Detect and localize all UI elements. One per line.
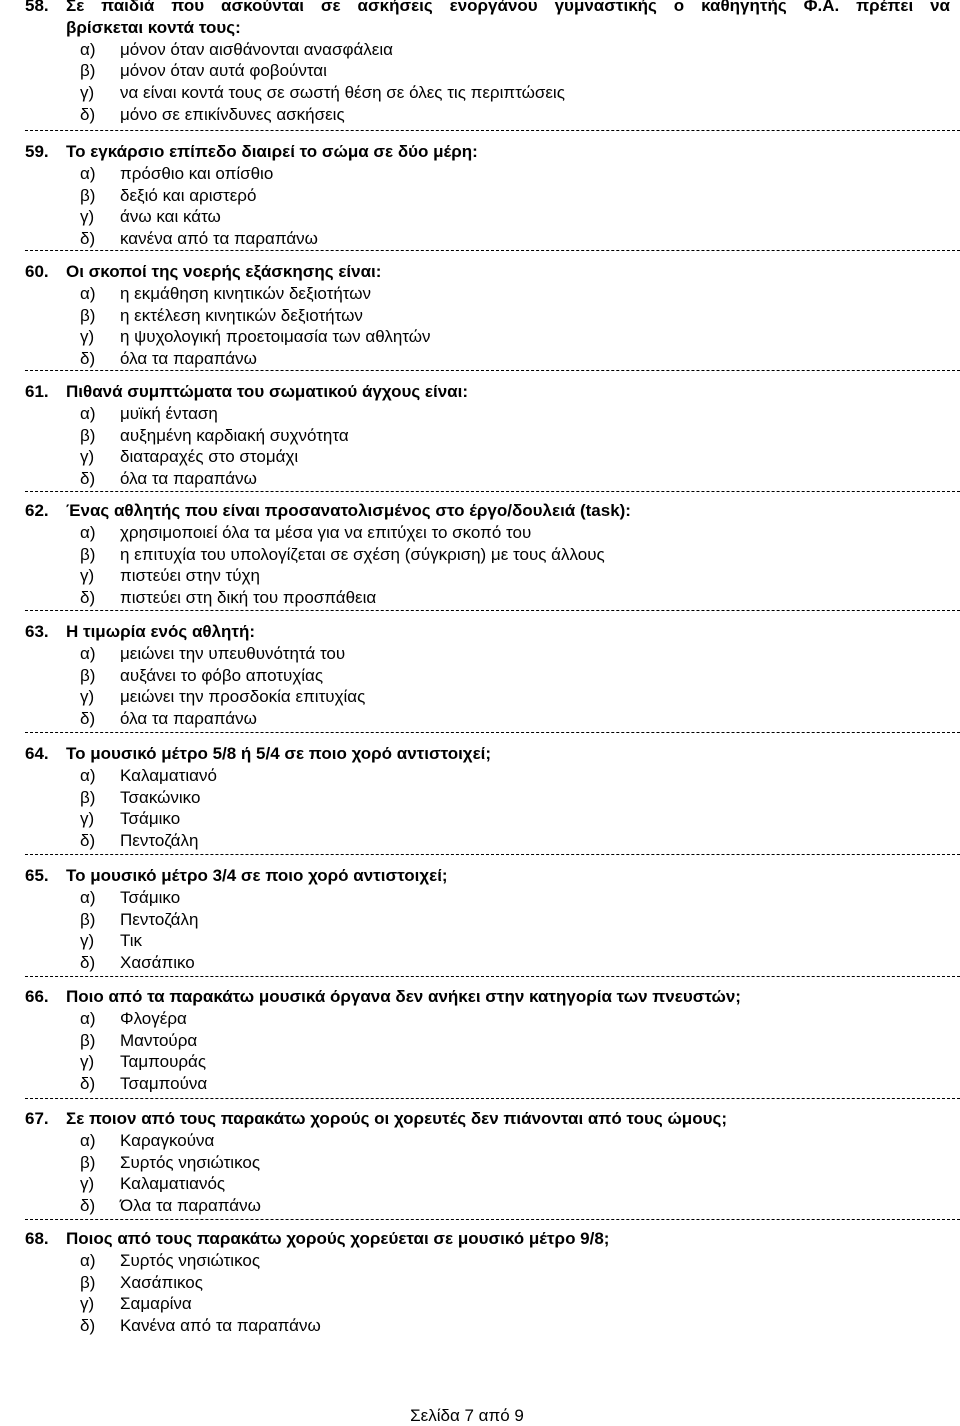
option-text: Καλαματιανό	[120, 765, 217, 785]
option-text: Καραγκούνα	[120, 1130, 215, 1150]
option-text: χρησιμοποιεί όλα τα μέσα για να επιτύχει το σκοπό του	[120, 522, 532, 542]
option-text: η εκτέλεση κινητικών δεξιοτήτων	[120, 305, 363, 325]
option-text: μειώνει την υπευθυνότητά του	[120, 643, 346, 663]
option-text: μόνον όταν αισθάνονται ανασφάλεια	[120, 39, 393, 59]
page-footer	[0, 1406, 934, 1426]
dashed-divider	[25, 732, 960, 733]
question-number: 58.	[25, 0, 49, 15]
question-number: 68.	[25, 1229, 49, 1248]
question-text: Ένας αθλητής που είναι προσανατολισμένος στο έργο/δουλειά (task):	[66, 501, 631, 520]
question-59	[0, 141, 960, 250]
option-d	[0, 348, 960, 370]
option-letter: δ)	[80, 469, 96, 489]
option-text: Τσακώνικο	[120, 787, 201, 807]
option-text: η ψυχολογική προετοιμασία των αθλητών	[120, 327, 431, 347]
option-letter: α)	[80, 283, 96, 303]
option-letter: γ)	[80, 566, 95, 586]
question-number: 66.	[25, 987, 49, 1006]
option-d	[0, 708, 960, 730]
option-b	[0, 60, 960, 82]
question-60	[0, 261, 960, 370]
option-a	[0, 1250, 960, 1272]
option-text: Συρτός νησιώτικος	[120, 1152, 261, 1172]
question-65	[0, 865, 960, 974]
option-b	[0, 909, 960, 931]
option-b	[0, 305, 960, 327]
option-b	[0, 665, 960, 687]
question-number: 65.	[25, 866, 49, 885]
option-letter: α)	[80, 1008, 96, 1028]
question-number: 61.	[25, 382, 49, 401]
question-text: Σε παιδιά που ασκούνται σε ασκήσεις ενοργάνου γυμναστικής ο καθηγητής Φ.Α. πρέπει να	[66, 0, 950, 15]
option-a	[0, 765, 960, 787]
option-text: κανένα από τα παραπάνω	[120, 229, 318, 249]
option-text: διαταραχές στο στομάχι	[120, 447, 299, 467]
question-text: Το μουσικό μέτρο 3/4 σε ποιο χορό αντιστοιχεί;	[66, 866, 448, 885]
question-62	[0, 500, 960, 609]
option-letter: δ)	[80, 1316, 96, 1336]
option-text: πιστεύει στη δική του προσπάθεια	[120, 588, 377, 608]
option-letter: α)	[80, 643, 96, 663]
option-letter: γ)	[80, 447, 95, 467]
option-text: Πεντοζάλη	[120, 831, 199, 851]
option-d	[0, 1315, 960, 1337]
option-text: Χασάπικο	[120, 953, 195, 973]
option-text: Τσάμικο	[120, 809, 181, 829]
option-text: Χασάπικος	[120, 1272, 203, 1292]
option-c	[0, 808, 960, 830]
option-text: όλα τα παραπάνω	[120, 469, 257, 489]
option-a	[0, 643, 960, 665]
option-text: όλα τα παραπάνω	[120, 349, 257, 369]
question-number: 62.	[25, 501, 49, 520]
option-letter: δ)	[80, 1074, 96, 1094]
option-letter: δ)	[80, 349, 96, 369]
option-letter: α)	[80, 1250, 96, 1270]
option-b	[0, 1152, 960, 1174]
question-text: Οι σκοποί της νοερής εξάσκησης είναι:	[66, 262, 382, 281]
question-63	[0, 621, 960, 730]
option-text: αυξημένη καρδιακή συχνότητα	[120, 425, 349, 445]
option-d	[0, 228, 960, 250]
option-letter: β)	[80, 1272, 96, 1292]
question-67	[0, 1108, 960, 1217]
option-letter: β)	[80, 185, 96, 205]
option-d	[0, 952, 960, 974]
question-61	[0, 381, 960, 490]
option-letter: β)	[80, 1152, 96, 1172]
question-text: Το μουσικό μέτρο 5/8 ή 5/4 σε ποιο χορό αντιστοιχεί;	[66, 744, 492, 763]
option-text: Μαντούρα	[120, 1030, 198, 1050]
option-letter: α)	[80, 887, 96, 907]
option-letter: δ)	[80, 1196, 96, 1216]
option-c	[0, 326, 960, 348]
option-text: Τσαμπούνα	[120, 1074, 208, 1094]
option-letter: δ)	[80, 953, 96, 973]
option-letter: γ)	[80, 83, 95, 103]
option-letter: γ)	[80, 931, 95, 951]
option-letter: β)	[80, 787, 96, 807]
option-text: Ταμπουράς	[120, 1052, 207, 1072]
option-d	[0, 830, 960, 852]
option-letter: γ)	[80, 327, 95, 347]
option-d	[0, 1195, 960, 1217]
option-text: Τικ	[120, 931, 143, 951]
option-text: όλα τα παραπάνω	[120, 709, 257, 729]
question-text: Η τιμωρία ενός αθλητή:	[66, 622, 256, 641]
option-c	[0, 446, 960, 468]
question-68	[0, 1228, 960, 1337]
option-a	[0, 522, 960, 544]
option-text: δεξιό και αριστερό	[120, 185, 257, 205]
option-b	[0, 544, 960, 566]
question-58	[0, 0, 960, 126]
option-letter: β)	[80, 1030, 96, 1050]
question-text: Το εγκάρσιο επίπεδο διαιρεί το σώμα σε δύο μέρη:	[66, 142, 478, 161]
question-text: Ποιος από τους παρακάτω χορούς χορεύεται σε μουσικό μέτρο 9/8;	[66, 1229, 610, 1248]
question-text: Ποιο από τα παρακάτω μουσικά όργανα δεν ανήκει στην κατηγορία των πνευστών;	[66, 987, 741, 1006]
option-letter: δ)	[80, 229, 96, 249]
option-b	[0, 425, 960, 447]
option-text: άνω και κάτω	[120, 207, 221, 227]
dashed-divider	[25, 370, 960, 371]
option-d	[0, 1073, 960, 1095]
option-letter: γ)	[80, 809, 95, 829]
option-letter: δ)	[80, 709, 96, 729]
question-text: Σε ποιον από τους παρακάτω χορούς οι χορευτές δεν πιάνονται από τους ώμους;	[66, 1109, 727, 1128]
option-c	[0, 1173, 960, 1195]
option-text: Κανένα από τα παραπάνω	[120, 1316, 321, 1336]
dashed-divider	[25, 1098, 960, 1099]
option-text: Σαμαρίνα	[120, 1294, 192, 1314]
dashed-divider	[25, 250, 960, 251]
option-text: μόνον όταν αυτά φοβούνται	[120, 61, 327, 81]
option-a	[0, 39, 960, 61]
option-letter: β)	[80, 909, 96, 929]
dashed-divider	[25, 1219, 960, 1220]
option-text: πιστεύει στην τύχη	[120, 566, 260, 586]
option-letter: γ)	[80, 1174, 95, 1194]
option-text: Φλογέρα	[120, 1008, 187, 1028]
question-66	[0, 986, 960, 1095]
option-text: Τσάμικο	[120, 887, 181, 907]
option-text: μειώνει την προσδοκία επιτυχίας	[120, 687, 366, 707]
option-letter: β)	[80, 544, 96, 564]
question-number: 64.	[25, 744, 49, 763]
question-text-continued: βρίσκεται κοντά τους:	[66, 17, 241, 37]
option-text: μυϊκή ένταση	[120, 403, 218, 423]
option-text: Πεντοζάλη	[120, 909, 199, 929]
option-b	[0, 185, 960, 207]
option-b	[0, 1030, 960, 1052]
option-a	[0, 283, 960, 305]
option-a	[0, 163, 960, 185]
option-letter: γ)	[80, 1052, 95, 1072]
option-a	[0, 1130, 960, 1152]
option-letter: γ)	[80, 687, 95, 707]
option-d	[0, 468, 960, 490]
option-c	[0, 686, 960, 708]
option-a	[0, 1008, 960, 1030]
question-number: 59.	[25, 142, 49, 161]
question-number: 67.	[25, 1109, 49, 1128]
dashed-divider	[25, 610, 960, 611]
dashed-divider	[25, 491, 960, 492]
option-letter: β)	[80, 61, 96, 81]
dashed-divider	[25, 854, 960, 855]
option-c	[0, 1293, 960, 1315]
option-letter: α)	[80, 522, 96, 542]
option-letter: α)	[80, 39, 96, 59]
dashed-divider	[25, 130, 960, 131]
option-letter: α)	[80, 403, 96, 423]
option-d	[0, 587, 960, 609]
question-number: 60.	[25, 262, 49, 281]
option-text: η επιτυχία του υπολογίζεται σε σχέση (σύγκριση) με τους άλλους	[120, 544, 605, 564]
option-c	[0, 82, 960, 104]
option-letter: δ)	[80, 104, 96, 124]
option-text: να είναι κοντά τους σε σωστή θέση σε όλες τις περιπτώσεις	[120, 83, 565, 103]
option-c	[0, 206, 960, 228]
option-letter: δ)	[80, 588, 96, 608]
question-number: 63.	[25, 622, 49, 641]
option-c	[0, 930, 960, 952]
page-number-label: Σελίδα 7 από 9	[410, 1406, 524, 1425]
option-text: Συρτός νησιώτικος	[120, 1250, 261, 1270]
option-letter: α)	[80, 1130, 96, 1150]
question-64	[0, 743, 960, 852]
option-text: Όλα τα παραπάνω	[120, 1196, 261, 1216]
option-text: Καλαματιανός	[120, 1174, 226, 1194]
option-letter: β)	[80, 425, 96, 445]
option-letter: β)	[80, 305, 96, 325]
option-letter: α)	[80, 163, 96, 183]
option-c	[0, 565, 960, 587]
option-a	[0, 403, 960, 425]
option-letter: γ)	[80, 207, 95, 227]
option-text: πρόσθιο και οπίσθιο	[120, 163, 274, 183]
option-text: η εκμάθηση κινητικών δεξιοτήτων	[120, 283, 372, 303]
option-letter: δ)	[80, 831, 96, 851]
option-text: αυξάνει το φόβο αποτυχίας	[120, 665, 324, 685]
dashed-divider	[25, 976, 960, 977]
option-letter: γ)	[80, 1294, 95, 1314]
option-d	[0, 104, 960, 126]
option-b	[0, 787, 960, 809]
option-a	[0, 887, 960, 909]
option-c	[0, 1051, 960, 1073]
option-letter: β)	[80, 665, 96, 685]
option-text: μόνο σε επικίνδυνες ασκήσεις	[120, 104, 345, 124]
option-letter: α)	[80, 765, 96, 785]
question-text: Πιθανά συμπτώματα του σωματικού άγχους είναι:	[66, 382, 469, 401]
option-b	[0, 1272, 960, 1294]
